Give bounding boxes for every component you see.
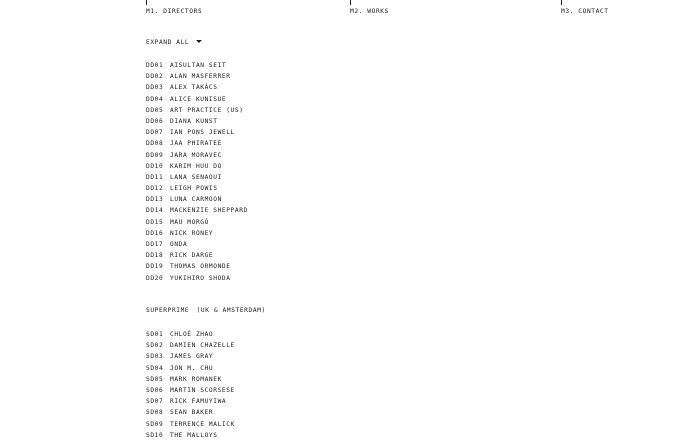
director-name: THOMAS ORMONDE	[170, 263, 231, 271]
director-code: DD05	[146, 106, 164, 114]
director-code: DD20	[146, 274, 164, 282]
director-name: MARK ROMANEK	[170, 375, 222, 383]
superprime-director-item[interactable]	[146, 419, 235, 430]
director-code: DD13	[146, 196, 164, 204]
director-item[interactable]	[146, 217, 248, 228]
director-name: SEAN BAKER	[170, 409, 214, 417]
director-item[interactable]	[146, 205, 248, 216]
superprime-director-item[interactable]	[146, 396, 235, 407]
director-code: SD01	[146, 331, 164, 338]
director-item[interactable]	[146, 228, 248, 239]
director-name: IAN PONS JEWELL	[170, 129, 235, 137]
director-item[interactable]	[146, 71, 248, 82]
director-name: JAA PHIRATEE	[170, 140, 222, 148]
director-code: DD11	[146, 173, 164, 181]
director-code: SD02	[146, 342, 164, 350]
director-name: ART PRACTICE (US)	[170, 106, 244, 114]
director-name: DAMIEN CHAZELLE	[170, 342, 235, 350]
director-item[interactable]	[146, 194, 248, 205]
director-name: MARTIN SCORSESE	[170, 386, 235, 394]
director-item[interactable]	[146, 261, 248, 272]
director-item[interactable]	[146, 150, 248, 161]
superprime-heading[interactable]	[146, 307, 269, 314]
expand-all-toggle[interactable]	[146, 39, 202, 46]
director-name: NICK RONEY	[170, 229, 214, 237]
director-name: JAMES GRAY	[170, 353, 214, 361]
caret-down-icon	[196, 40, 202, 43]
director-name: MACKENZIE SHEPPARD	[170, 207, 248, 215]
superprime-director-item[interactable]	[146, 407, 235, 418]
superprime-director-item[interactable]	[146, 329, 235, 340]
director-name: JON M. CHU	[170, 364, 214, 372]
superprime-director-item[interactable]	[146, 374, 235, 385]
director-code: DD03	[146, 84, 164, 92]
superprime-directors-list	[146, 329, 235, 441]
director-item[interactable]	[146, 60, 248, 71]
director-code: SD10	[146, 431, 164, 439]
director-name: LEIGH POWIS	[170, 185, 218, 193]
director-item[interactable]	[146, 273, 248, 284]
director-code: SD09	[146, 420, 164, 428]
director-item[interactable]	[146, 239, 248, 250]
director-code: SD05	[146, 375, 164, 383]
director-item[interactable]	[146, 116, 248, 127]
nav-divider	[146, 0, 147, 5]
director-code: DD04	[146, 95, 164, 103]
expand-all-label: EXPAND ALL	[146, 39, 190, 46]
superprime-director-item[interactable]	[146, 363, 235, 374]
nav-contact-label: M3. CONTACT	[561, 8, 609, 15]
director-code: DD19	[146, 263, 164, 271]
director-code: DD02	[146, 73, 164, 81]
main-nav	[0, 0, 700, 20]
director-name: JARA MORAVEC	[170, 151, 222, 159]
director-name: AISULTAN SEIT	[170, 62, 227, 69]
director-code: DD15	[146, 218, 164, 226]
director-code: DD01	[146, 62, 164, 69]
director-code: DD16	[146, 229, 164, 237]
superprime-director-item[interactable]	[146, 340, 235, 351]
superprime-director-item[interactable]	[146, 385, 235, 396]
director-item[interactable]	[146, 183, 248, 194]
director-code: SD08	[146, 409, 164, 417]
director-name: RICK FAMUYIWA	[170, 398, 227, 406]
director-code: SD07	[146, 398, 164, 406]
director-item[interactable]	[146, 161, 248, 172]
superprime-region: UK & AMSTERDAM	[200, 307, 262, 314]
director-name: KARIM HUU DO	[170, 162, 222, 170]
director-code: SD06	[146, 386, 164, 394]
director-code: DD09	[146, 151, 164, 159]
director-code: SD03	[146, 353, 164, 361]
nav-divider	[561, 0, 562, 5]
superprime-director-item[interactable]	[146, 351, 235, 362]
director-code: DD10	[146, 162, 164, 170]
director-name: MAU MORGÓ	[170, 218, 209, 226]
superprime-director-item[interactable]	[146, 430, 235, 441]
director-name: TERRENCE MALICK	[170, 420, 235, 428]
director-code: SD04	[146, 364, 164, 372]
director-code: DD06	[146, 117, 164, 125]
director-code: DD07	[146, 129, 164, 137]
director-code: DD14	[146, 207, 164, 215]
director-name: ALAN MASFERRER	[170, 73, 231, 81]
directors-list	[146, 60, 248, 284]
director-item[interactable]	[146, 94, 248, 105]
director-item[interactable]	[146, 127, 248, 138]
director-name: ONDA	[170, 241, 188, 248]
director-code: DD17	[146, 241, 164, 248]
director-name: YUKIHIRO SHODA	[170, 274, 231, 282]
director-name: DIANA KUNST	[170, 117, 218, 125]
nav-directors-label: M1. DIRECTORS	[146, 8, 203, 15]
nav-divider	[350, 0, 351, 5]
director-name: LANA SENAOUI	[170, 173, 222, 181]
director-name: THE MALLOYS	[170, 431, 218, 439]
director-name: LUNA CARMOON	[170, 196, 222, 204]
superprime-label: SUPERPRIME	[146, 307, 190, 314]
director-name: ALEX TAKÁCS	[170, 84, 218, 92]
director-code: DD08	[146, 140, 164, 148]
director-name: CHLOÉ ZHAO	[170, 331, 214, 338]
nav-works-label: M2. WORKS	[350, 8, 389, 15]
director-name: ALICE KUNISUE	[170, 95, 227, 103]
director-item[interactable]	[146, 172, 248, 183]
director-code: DD12	[146, 185, 164, 193]
director-item[interactable]	[146, 138, 248, 149]
director-code: DD18	[146, 252, 164, 260]
director-item[interactable]	[146, 82, 248, 93]
superprime-region-paren: (UK & AMSTERDAM)	[196, 307, 266, 314]
director-name: RICK DARGE	[170, 252, 214, 260]
director-item[interactable]	[146, 105, 248, 116]
director-item[interactable]	[146, 250, 248, 261]
